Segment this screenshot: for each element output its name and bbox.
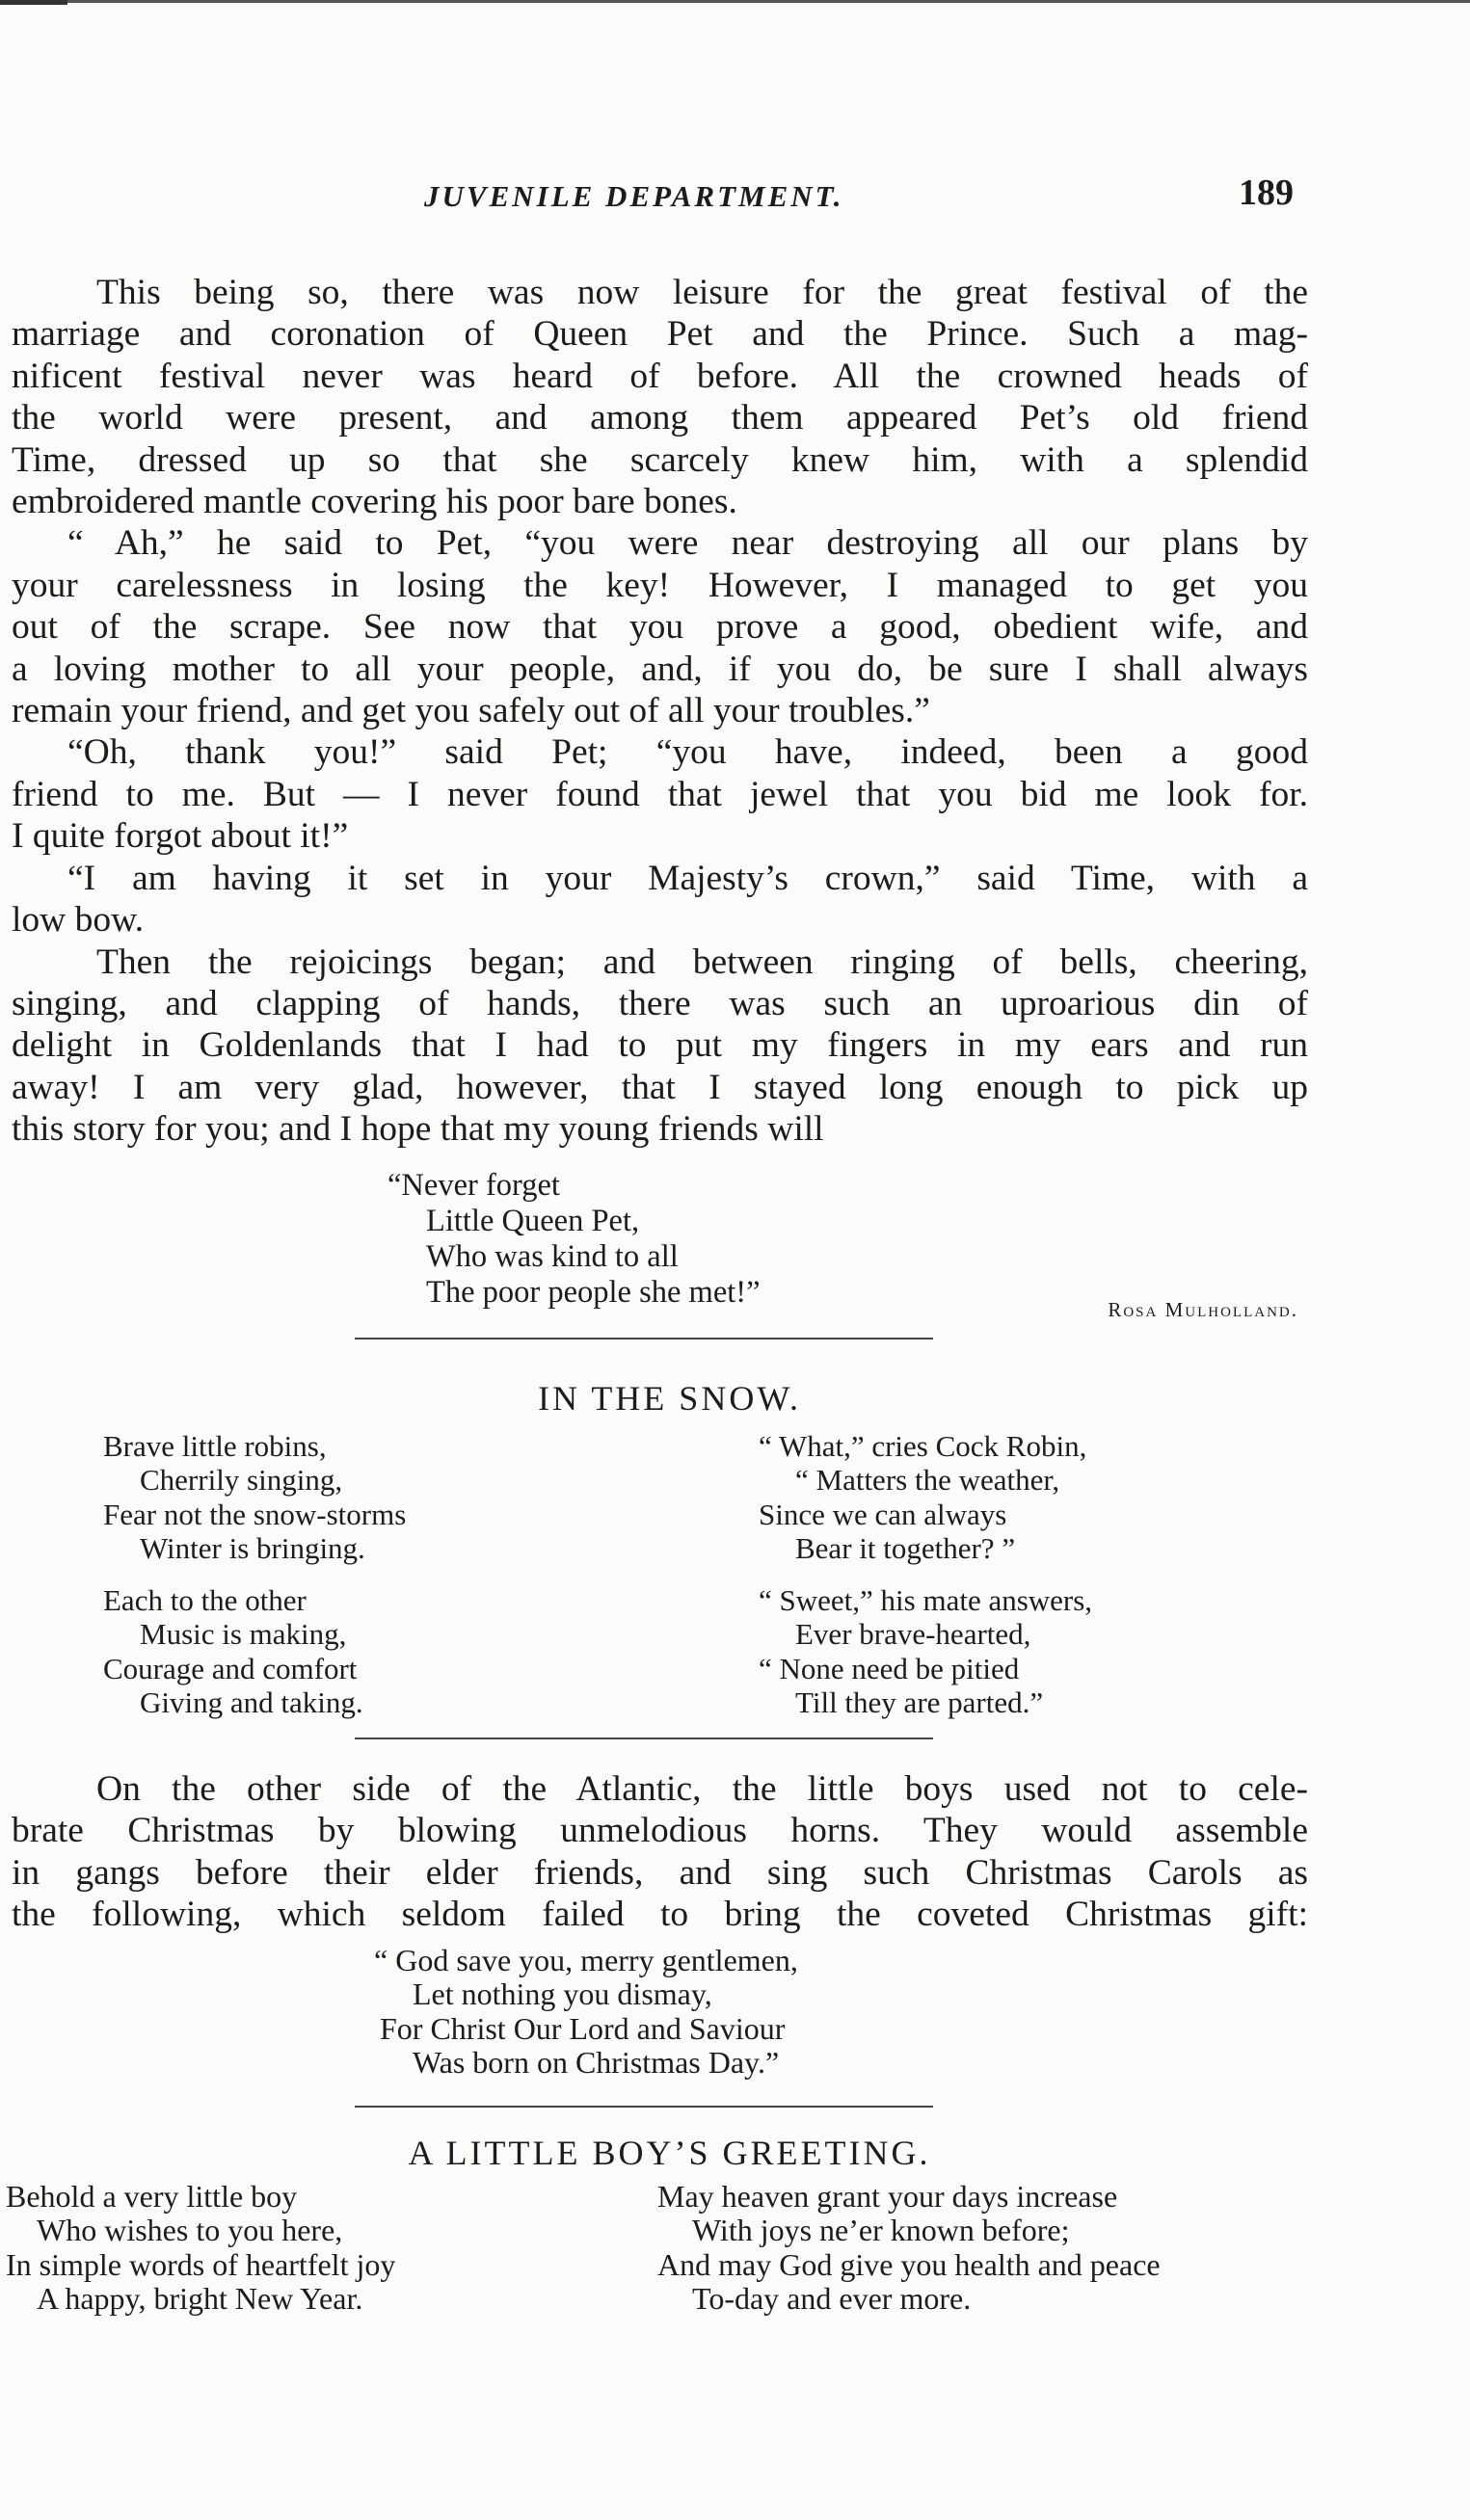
- page-number: 189: [1239, 172, 1294, 213]
- text-line: nificent festival never was heard of before. All the crowned heads of: [12, 356, 1308, 396]
- christmas-carol: [374, 1944, 1308, 2081]
- verse-line: Since we can always: [759, 1497, 1007, 1531]
- story-paragraph-5: [12, 942, 1308, 1151]
- verse-line: Let nothing you dismay,: [413, 1976, 712, 2012]
- text-line: singing, and clapping of hands, there was such an uproarious din of: [12, 983, 1308, 1023]
- text-line: low bow.: [12, 900, 145, 941]
- page-body: [6, 272, 1308, 2353]
- text-line: Then the rejoicings began; and between ringing of bells, cheering,: [96, 942, 1308, 982]
- verse-line: Bear it together? ”: [795, 1531, 1016, 1566]
- snow-poem: [12, 1429, 1308, 1737]
- text-line: This being so, there was now leisure for the great festival of the: [96, 273, 1308, 312]
- verse-line: Winter is bringing.: [140, 1531, 365, 1566]
- text-line: delight in Goldenlands that I had to put my fingers in my ears and run: [12, 1025, 1308, 1066]
- stanza: [103, 1583, 406, 1720]
- section-divider: [355, 1338, 933, 1340]
- verse-line: A happy, bright New Year.: [37, 2281, 363, 2317]
- story-paragraph-1: [12, 272, 1308, 522]
- text-line: this story for you; and I hope that my young friends will: [12, 1109, 824, 1150]
- verse-line: Cherrily singing,: [140, 1463, 343, 1498]
- story-paragraph-3: [12, 731, 1308, 857]
- snow-poem-title: IN THE SNOW.: [537, 1378, 801, 1418]
- text-line: I quite forgot about it!”: [12, 816, 349, 857]
- author-signature: Rosa Mulholland.: [1108, 1297, 1298, 1321]
- text-line: your carelessness in losing the key! However, I managed to get you: [12, 565, 1308, 605]
- verse-line: Who wishes to you here,: [37, 2213, 343, 2248]
- text-line: “Oh, thank you!” said Pet; “you have, indeed, been a good: [67, 732, 1308, 773]
- verse-line: Courage and comfort: [103, 1651, 358, 1685]
- verse-line: “ God save you, merry gentlemen,: [374, 1942, 798, 1977]
- verse-line: The poor people she met!”: [426, 1274, 761, 1310]
- verse-line: “ Sweet,” his mate answers,: [759, 1582, 1093, 1617]
- verse-line: Behold a very little boy: [6, 2178, 298, 2214]
- verse-line: Brave little robins,: [103, 1428, 327, 1463]
- page-header: [0, 172, 1470, 220]
- text-line: in gangs before their elder friends, and sing such Christmas Carols as: [12, 1852, 1308, 1893]
- verse-line: “Never forget: [388, 1167, 560, 1203]
- running-head: JUVENILE DEPARTMENT.: [424, 179, 844, 213]
- stanza: [103, 1429, 406, 1566]
- page-corner-mark: [0, 0, 67, 5]
- text-line: a loving mother to all your people, and, if you do, be sure I shall always: [12, 649, 1308, 689]
- snow-poem-left-column: [103, 1429, 406, 1737]
- text-line: “I am having it set in your Majesty’s crown,” said Time, with a: [67, 858, 1308, 898]
- verse-line: Music is making,: [140, 1617, 347, 1652]
- greeting-title: A LITTLE BOY’S GREETING.: [408, 2133, 931, 2172]
- stanza: [759, 1583, 1092, 1720]
- text-line: the world were present, and among them appeared Pet’s old friend: [12, 398, 1308, 438]
- text-line: embroidered mantle covering his poor bare bones.: [12, 482, 737, 522]
- text-line: remain your friend, and get you safely out of all your troubles.”: [12, 691, 930, 731]
- page-top-edge: [0, 0, 1470, 3]
- text-line: the following, which seldom failed to bring the coveted Christmas gift:: [12, 1895, 1308, 1935]
- verse-line: Each to the other: [103, 1582, 307, 1617]
- section-divider: [355, 1737, 933, 1739]
- text-line: brate Christmas by blowing unmelodious horns. They would assemble: [12, 1811, 1308, 1851]
- verse-line: May heaven grant your days increase: [657, 2178, 1118, 2214]
- verse-line: Giving and taking.: [140, 1685, 363, 1720]
- verse-line: Little Queen Pet,: [426, 1203, 640, 1238]
- text-line: friend to me. But — I never found that jewel that you bid me look for.: [12, 774, 1308, 814]
- greeting-right-column: [657, 2180, 1161, 2317]
- stanza: [759, 1429, 1092, 1566]
- verse-line: “ None need be pitied: [759, 1651, 1020, 1685]
- verse-line: Was born on Christmas Day.”: [413, 2045, 780, 2081]
- text-line: “ Ah,” he said to Pet, “you were near destroying all our plans by: [67, 523, 1308, 564]
- text-line: out of the scrape. See now that you prove a good, obedient wife, and: [12, 607, 1308, 648]
- verse-line: Ever brave-hearted,: [795, 1617, 1031, 1652]
- text-line: Time, dressed up so that she scarcely knew him, with a splendid: [12, 439, 1308, 480]
- verse-line: For Christ Our Lord and Saviour: [380, 2010, 786, 2046]
- story-paragraph-2: [12, 522, 1308, 731]
- verse-line: Fear not the snow-storms: [103, 1497, 407, 1531]
- atlantic-paragraph: [12, 1768, 1308, 1936]
- text-line: marriage and coronation of Queen Pet and the Prince. Such a mag-: [12, 314, 1308, 355]
- verse-line: With joys ne’er known before;: [692, 2213, 1070, 2248]
- text-line: On the other side of the Atlantic, the little boys used not to cele-: [96, 1768, 1308, 1809]
- text-line: away! I am very glad, however, that I stayed long enough to pick up: [12, 1067, 1308, 1107]
- greeting-poem: [6, 2178, 1308, 2353]
- greeting-left-column: [6, 2180, 395, 2317]
- section-divider: [355, 2106, 933, 2108]
- verse-line: And may God give you health and peace: [657, 2246, 1161, 2282]
- verse-line: In simple words of heartfelt joy: [6, 2246, 396, 2282]
- verse-line: To-day and ever more.: [692, 2281, 972, 2317]
- verse-line: Till they are parted.”: [795, 1685, 1044, 1720]
- verse-line: “ What,” cries Cock Robin,: [759, 1428, 1087, 1463]
- story-paragraph-4: [12, 858, 1308, 942]
- snow-poem-right-column: [759, 1429, 1092, 1737]
- verse-line: Who was kind to all: [426, 1238, 679, 1274]
- verse-line: “ Matters the weather,: [795, 1463, 1060, 1498]
